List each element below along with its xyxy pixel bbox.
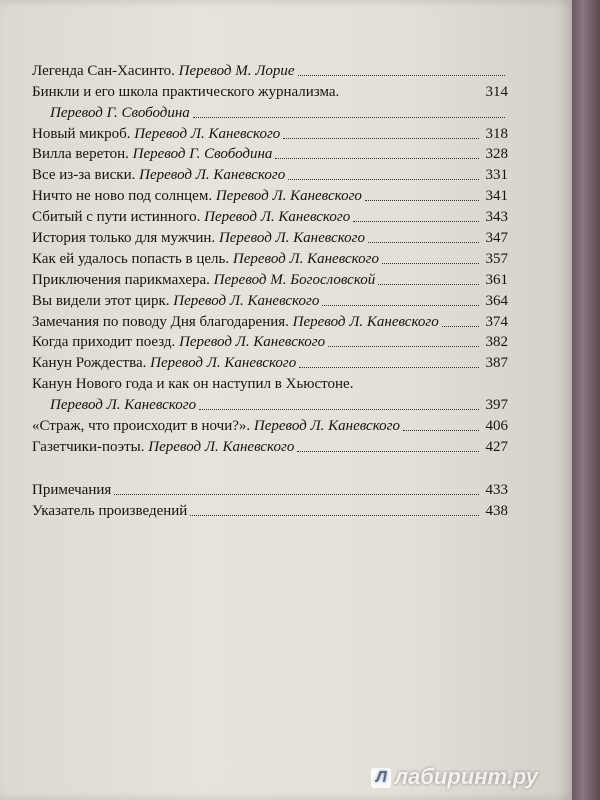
toc-page: 341 — [485, 188, 508, 205]
labirint-logo-icon: Л — [371, 768, 391, 788]
toc-translator: Перевод Л. Каневского — [232, 250, 379, 267]
toc-row — [32, 164, 508, 185]
dot-leader — [297, 451, 479, 452]
toc-translator: Перевод Г. Свободина — [132, 146, 273, 163]
toc-page: 427 — [485, 438, 508, 455]
toc-row — [32, 81, 508, 102]
toc-translator: Перевод Л. Каневского — [218, 230, 366, 247]
toc-row — [32, 185, 508, 206]
toc-translator: Перевод Г. Свободина — [50, 104, 190, 121]
toc-title: Указатель произведений — [32, 502, 188, 519]
toc-title: Канун Нового года и как он наступил в Хьюстоне. — [32, 376, 354, 393]
toc-page: 433 — [485, 481, 508, 498]
toc-row — [32, 144, 508, 165]
toc-page: 361 — [485, 271, 508, 288]
toc-row — [32, 227, 508, 248]
toc-page: 364 — [485, 292, 508, 309]
toc-row — [32, 373, 508, 394]
toc-row-continuation — [32, 102, 508, 123]
toc-translator: Перевод М. Лорие — [178, 62, 295, 79]
toc-title: Все из-за виски. — [32, 167, 136, 184]
toc-title: «Страж, что происходит в ночи?». — [32, 418, 251, 435]
toc-page: 438 — [485, 502, 508, 519]
toc-title: Замечания по поводу Дня благодарения. — [32, 313, 289, 330]
toc-page: 406 — [485, 418, 508, 435]
dot-leader — [288, 179, 479, 180]
toc-translator: Перевод Л. Каневского — [134, 125, 281, 142]
dot-leader — [193, 117, 505, 118]
toc-title: Газетчики-поэты. — [32, 438, 145, 455]
toc-row — [32, 123, 508, 144]
toc-title: Ничто не ново под солнцем. — [32, 188, 213, 205]
dot-leader — [283, 138, 479, 139]
toc-translator: Перевод Л. Каневского — [139, 167, 286, 184]
toc-title: Как ей удалось попасть в цель. — [32, 250, 230, 267]
toc-row-continuation — [32, 394, 508, 415]
toc-row — [32, 269, 508, 290]
toc-title: Новый микроб. — [32, 125, 131, 142]
toc-title: Сбитый с пути истинного. — [32, 209, 201, 226]
dot-leader — [368, 242, 479, 243]
toc-page: 347 — [485, 230, 508, 247]
toc-translator: Перевод Л. Каневского — [173, 292, 320, 309]
toc-title: Вилла веретон. — [32, 146, 129, 163]
toc-title: Когда приходит поезд. — [32, 334, 176, 351]
toc-page: 382 — [485, 334, 508, 351]
toc-page: 328 — [485, 146, 508, 163]
toc-page: 397 — [485, 397, 508, 414]
toc-translator: Перевод Л. Каневского — [292, 313, 439, 330]
toc-translator: Перевод Л. Каневского — [179, 334, 326, 351]
dot-leader — [190, 515, 479, 516]
dot-leader — [353, 221, 479, 222]
toc-translator: Перевод Л. Каневского — [150, 355, 297, 372]
toc-row — [32, 415, 508, 436]
toc-page: 387 — [485, 355, 508, 372]
toc-title: Канун Рождества. — [32, 355, 147, 372]
toc-page: 318 — [485, 125, 508, 142]
toc-page: 343 — [485, 209, 508, 226]
dot-leader — [328, 346, 479, 347]
toc-row — [32, 60, 508, 81]
toc-row — [32, 290, 508, 311]
toc-row — [32, 332, 508, 353]
toc-title: Приключения парикмахера. — [32, 271, 210, 288]
toc-translator: Перевод Л. Каневского — [215, 188, 362, 205]
toc-title: Бинкли и его школа практического журнализма. — [32, 83, 340, 100]
toc-translator: Перевод Л. Каневского — [50, 397, 197, 414]
toc-page: 331 — [485, 167, 508, 184]
toc-title: Вы видели этот цирк. — [32, 292, 170, 309]
site-watermark — [371, 764, 538, 790]
toc-translator: Перевод Л. Каневского — [253, 418, 400, 435]
dot-leader — [298, 75, 505, 76]
toc-row-index — [32, 500, 508, 521]
toc-translator: Перевод Л. Каневского — [148, 438, 295, 455]
toc-page: 357 — [485, 250, 508, 267]
toc-page: 314 — [485, 83, 508, 100]
dot-leader — [199, 409, 479, 410]
dot-leader — [322, 305, 479, 306]
dot-leader — [365, 200, 479, 201]
toc-row — [32, 436, 508, 457]
table-of-contents — [32, 60, 508, 521]
watermark-text: лабиринт.ру — [394, 764, 538, 789]
toc-title: История только для мужчин. — [32, 230, 216, 247]
toc-page: 374 — [485, 313, 508, 330]
dot-leader — [442, 326, 479, 327]
dot-leader — [378, 284, 479, 285]
toc-row — [32, 352, 508, 373]
toc-title: Примечания — [32, 481, 112, 498]
dot-leader — [403, 430, 479, 431]
toc-row — [32, 311, 508, 332]
dot-leader — [299, 367, 479, 368]
toc-row-notes — [32, 479, 508, 500]
toc-translator: Перевод Л. Каневского — [204, 209, 351, 226]
toc-translator: Перевод М. Богословской — [213, 271, 376, 288]
dot-leader — [382, 263, 479, 264]
toc-row — [32, 206, 508, 227]
toc-row — [32, 248, 508, 269]
book-cover-edge — [572, 0, 600, 800]
dot-leader — [114, 494, 479, 495]
dot-leader — [275, 158, 479, 159]
toc-title: Легенда Сан-Хасинто. — [32, 62, 175, 79]
